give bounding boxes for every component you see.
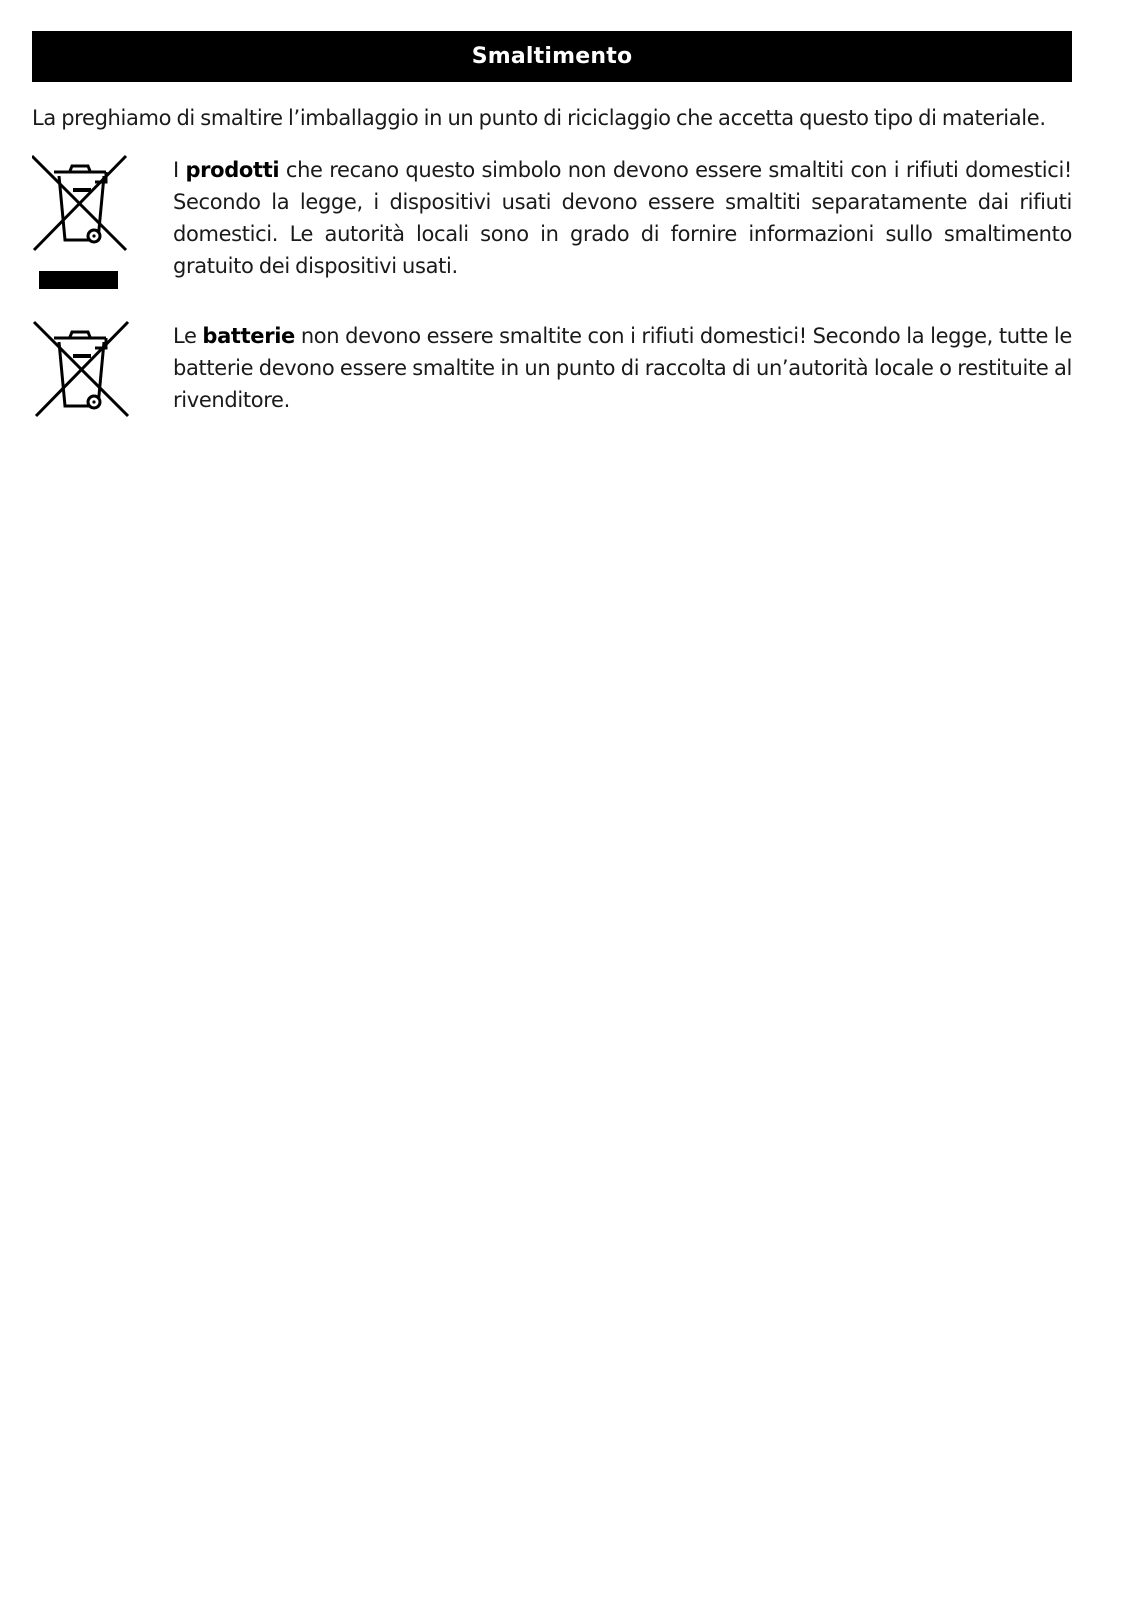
crossed-out-wheelie-bin-icon: [32, 320, 132, 420]
batteries-pre: Le: [173, 324, 203, 348]
products-paragraph: [173, 154, 1072, 282]
products-block: [32, 154, 1072, 294]
section-title-text: Smaltimento: [471, 44, 633, 69]
products-bold: prodotti: [185, 158, 280, 182]
batteries-paragraph: [173, 320, 1072, 416]
batteries-block: [32, 320, 1072, 460]
section-title: [32, 31, 1072, 82]
weee-symbol: [32, 154, 132, 294]
battery-weee-symbol: [32, 320, 132, 420]
intro-paragraph: La preghiamo di smaltire l’imballaggio in un punto di riciclaggio che accetta questo tipo di materiale.: [32, 106, 1046, 130]
disposal-page: [32, 31, 1072, 460]
batteries-post: non devono essere smaltite con i rifiuti domestici! Secondo la legge, tutte le batterie devono essere smaltite in un punto di raccolta di un’autorità locale o restituite al rivenditore.: [173, 324, 1072, 412]
products-pre: I: [173, 158, 186, 182]
batteries-bold: batterie: [202, 324, 295, 348]
products-post: che recano questo simbolo non devono essere smaltiti con i rifiuti domestici! Secondo la legge, i dispositivi usati devono essere smaltiti separatamente dai rifiuti domestici. Le autorità locali sono in grado di fornire informazioni sullo smaltimento gratuito dei dispositivi usati.: [173, 158, 1072, 278]
crossed-out-wheelie-bin-icon: [32, 154, 132, 294]
